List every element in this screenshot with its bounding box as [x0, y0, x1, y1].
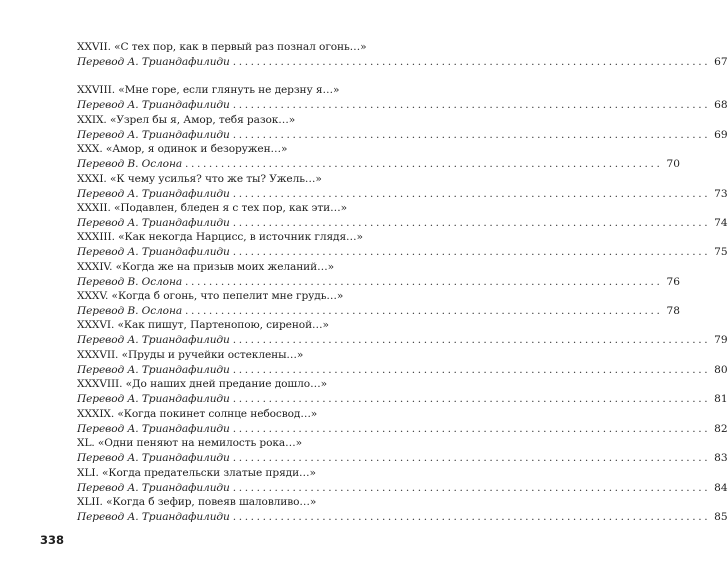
entry-title: XXX. «Амор, я одинок и безоружен…» — [77, 143, 288, 155]
entry-title: XXXI. «К чему усилья? что же ты? Ужель…» — [77, 173, 322, 185]
entry-translator: Перевод В. Ослона — [77, 276, 183, 288]
entry-translator-line — [77, 245, 728, 260]
entry-translator-line — [77, 392, 728, 407]
toc-entry — [77, 495, 728, 535]
entry-page-number: 70 — [666, 158, 680, 170]
dot-leader: ................................................................................ — [232, 393, 711, 405]
entry-title: XXVIII. «Мне горе, если глянуть не дерзну я…» — [77, 84, 340, 96]
dot-leader: ................................................................................ — [232, 246, 711, 258]
entry-translator-line — [77, 187, 728, 202]
dot-leader: ................................................................................ — [232, 334, 711, 346]
page-number: 338 — [40, 533, 65, 547]
entry-title: XXXIX. «Когда покинет солнце небосвод…» — [77, 408, 318, 420]
dot-leader: ................................................................................ — [232, 99, 711, 111]
entry-page-number: 85 — [714, 511, 728, 523]
entry-page-number: 82 — [714, 423, 728, 435]
entry-translator-line — [77, 451, 728, 466]
entry-translator: Перевод А. Триандафилиди — [77, 246, 230, 258]
entry-page-number: 69 — [714, 129, 728, 141]
entry-translator: Перевод А. Триандафилиди — [77, 188, 230, 200]
entry-page-number: 75 — [714, 246, 728, 258]
dot-leader: ................................................................................ — [232, 452, 711, 464]
entry-translator-line — [77, 157, 680, 172]
dot-leader: ................................................................................ — [232, 217, 711, 229]
entry-translator: Перевод А. Триандафилиди — [77, 217, 230, 229]
entry-title: XXVII. «С тех пор, как в первый раз познал огонь…» — [77, 41, 367, 53]
dot-leader: ................................................................................ — [232, 423, 711, 435]
dot-leader: ................................................................................ — [232, 129, 711, 141]
entry-translator-line — [77, 98, 728, 113]
entry-page-number: 73 — [714, 188, 728, 200]
entry-translator: Перевод А. Триандафилиди — [77, 56, 230, 68]
entry-translator-line — [77, 333, 728, 348]
entry-translator: Перевод А. Триандафилиди — [77, 99, 230, 111]
entry-translator-line — [77, 363, 728, 378]
entry-translator: Перевод А. Триандафилиди — [77, 452, 230, 464]
entry-translator: Перевод В. Ослона — [77, 305, 183, 317]
entry-title: XXXVII. «Пруды и ручейки остеклены…» — [77, 349, 304, 361]
entry-title: XXXIII. «Как некогда Нарцисс, в источник глядя…» — [77, 231, 363, 243]
dot-leader: ................................................................................ — [185, 276, 663, 288]
entry-page-number: 79 — [714, 334, 728, 346]
entry-translator-line — [77, 510, 728, 525]
dot-leader: ................................................................................ — [185, 305, 663, 317]
dot-leader: ................................................................................ — [232, 364, 711, 376]
entry-translator-line — [77, 481, 728, 496]
dot-leader: ................................................................................ — [185, 158, 663, 170]
entry-translator: Перевод А. Триандафилиди — [77, 511, 230, 523]
entry-page-number: 80 — [714, 364, 728, 376]
entry-translator-line — [77, 275, 680, 290]
entry-title: XXXVI. «Как пишут, Партенопою, сиреной…» — [77, 319, 329, 331]
entry-page-number: 76 — [666, 276, 680, 288]
entry-translator-line — [77, 422, 728, 437]
entry-translator: Перевод А. Триандафилиди — [77, 482, 230, 494]
entry-translator: Перевод А. Триандафилиди — [77, 334, 230, 346]
entry-page-number: 83 — [714, 452, 728, 464]
entry-page-number: 68 — [714, 99, 728, 111]
entry-translator: Перевод А. Триандафилиди — [77, 364, 230, 376]
entry-page-number: 81 — [714, 393, 728, 405]
entry-title: XL. «Одни пеняют на немилость рока…» — [77, 437, 302, 449]
entry-title: XXXV. «Когда б огонь, что пепелит мне грудь…» — [77, 290, 344, 302]
entry-translator: Перевод А. Триандафилиди — [77, 423, 230, 435]
entry-page-number: 67 — [714, 56, 728, 68]
entry-translator-line — [77, 55, 728, 70]
entry-translator-line — [77, 304, 680, 319]
dot-leader: ................................................................................ — [232, 188, 711, 200]
entry-translator-line — [77, 128, 728, 143]
entry-title: XXXII. «Подавлен, бледен я с тех пор, как эти…» — [77, 202, 347, 214]
dot-leader: ................................................................................ — [232, 56, 711, 68]
entry-title: XXIX. «Узрел бы я, Амор, тебя разок…» — [77, 114, 296, 126]
entry-title: XLII. «Когда б зефир, повеяв шаловливо…» — [77, 496, 317, 508]
entry-translator: Перевод А. Триандафилиди — [77, 129, 230, 141]
toc-entry — [77, 40, 728, 80]
entry-page-number: 74 — [714, 217, 728, 229]
entry-translator: Перевод А. Триандафилиди — [77, 393, 230, 405]
dot-leader: ................................................................................ — [232, 482, 711, 494]
entry-page-number: 78 — [666, 305, 680, 317]
dot-leader: ................................................................................ — [232, 511, 711, 523]
entry-translator-line — [77, 216, 728, 231]
entry-title: XXXIV. «Когда же на призыв моих желаний…» — [77, 261, 334, 273]
entry-title: XLI. «Когда предательски златые пряди…» — [77, 467, 316, 479]
entry-page-number: 84 — [714, 482, 728, 494]
entry-title: XXXVIII. «До наших дней предание дошло…» — [77, 378, 327, 390]
entry-translator: Перевод В. Ослона — [77, 158, 183, 170]
